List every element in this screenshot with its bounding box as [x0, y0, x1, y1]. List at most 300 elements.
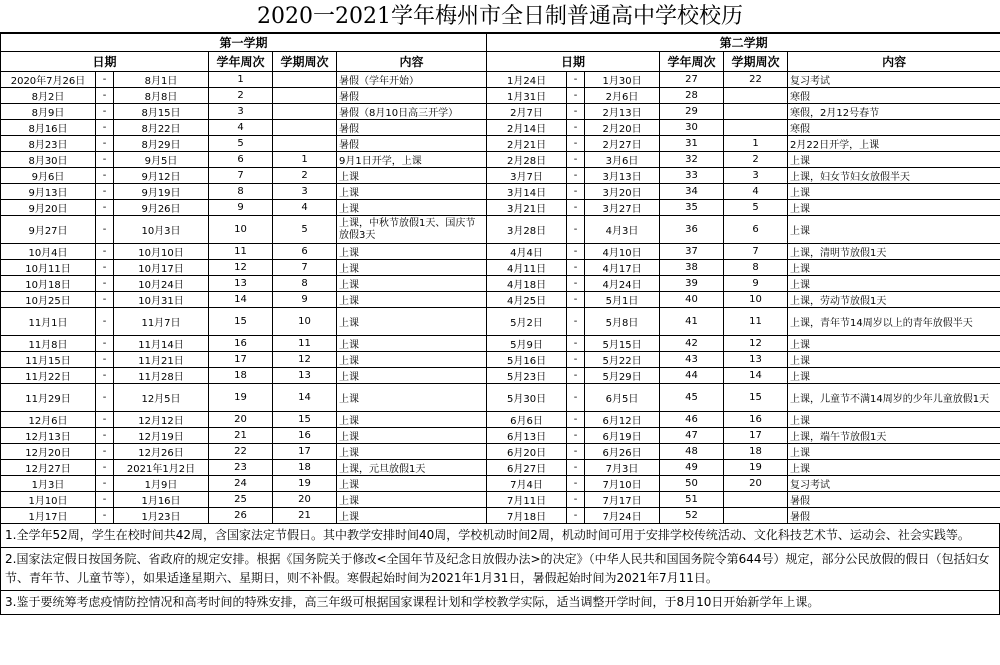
date-dash: - — [96, 136, 114, 152]
term-week-2: 17 — [724, 428, 788, 444]
content-1: 上课，元旦放假1天 — [337, 460, 487, 476]
school-week-1: 26 — [209, 508, 273, 524]
term-week-1: 6 — [273, 244, 337, 260]
notes-section — [0, 524, 1000, 615]
date-dash: - — [567, 428, 585, 444]
date-dash: - — [567, 152, 585, 168]
table-row — [1, 168, 1000, 184]
school-week-1: 7 — [209, 168, 273, 184]
term-week-1: 19 — [273, 476, 337, 492]
term-week-2: 12 — [724, 336, 788, 352]
school-week-2: 43 — [660, 352, 724, 368]
term-week-1 — [273, 136, 337, 152]
start-date-1: 1月10日 — [1, 492, 96, 508]
date-dash: - — [567, 508, 585, 524]
start-date-1: 10月25日 — [1, 292, 96, 308]
end-date-2: 3月6日 — [585, 152, 660, 168]
date-dash: - — [567, 276, 585, 292]
content-2: 上课，劳动节放假1天 — [788, 292, 1000, 308]
date-dash: - — [96, 428, 114, 444]
term-week-1: 4 — [273, 200, 337, 216]
term-week-1: 8 — [273, 276, 337, 292]
start-date-2: 5月23日 — [487, 368, 567, 384]
date-dash: - — [96, 492, 114, 508]
school-week-2: 29 — [660, 104, 724, 120]
end-date-1: 12月5日 — [114, 384, 209, 412]
table-row — [1, 508, 1000, 524]
term-week-1: 14 — [273, 384, 337, 412]
end-date-2: 3月27日 — [585, 200, 660, 216]
start-date-2: 3月28日 — [487, 216, 567, 244]
content-2: 上课 — [788, 336, 1000, 352]
end-date-1: 11月28日 — [114, 368, 209, 384]
school-week-1: 17 — [209, 352, 273, 368]
school-week-2: 44 — [660, 368, 724, 384]
term-week-1: 2 — [273, 168, 337, 184]
term-week-1: 9 — [273, 292, 337, 308]
end-date-2: 7月3日 — [585, 460, 660, 476]
date-dash: - — [567, 412, 585, 428]
school-week-2: 34 — [660, 184, 724, 200]
start-date-2: 7月18日 — [487, 508, 567, 524]
start-date-2: 2月14日 — [487, 120, 567, 136]
date-dash: - — [96, 476, 114, 492]
school-week-1: 11 — [209, 244, 273, 260]
table-row — [1, 260, 1000, 276]
school-week-1: 19 — [209, 384, 273, 412]
content-1: 暑假（学年开始） — [337, 72, 487, 88]
start-date-1: 11月8日 — [1, 336, 96, 352]
date-dash: - — [96, 120, 114, 136]
school-week-1: 6 — [209, 152, 273, 168]
start-date-2: 4月18日 — [487, 276, 567, 292]
start-date-2: 5月9日 — [487, 336, 567, 352]
start-date-2: 1月31日 — [487, 88, 567, 104]
content-1: 9月1日开学，上课 — [337, 152, 487, 168]
term-week-2: 6 — [724, 216, 788, 244]
start-date-2: 5月2日 — [487, 308, 567, 336]
term-week-2: 8 — [724, 260, 788, 276]
note-2: 2.国家法定假日按国务院、省政府的规定安排。根据《国务院关于修改<全国年节及纪念日放假办法>的决定》（中华人民共和国国务院令第644号）规定，部分公民放假的假日（包括妇女节、青年节、儿童节等），如果适逢星期六、星期日，则不补假。寒假起始时间为2021年1月31日，暑假起始时间为2021年7月11日。 — [1, 548, 999, 591]
content-1: 上课 — [337, 508, 487, 524]
term-week-2: 5 — [724, 200, 788, 216]
start-date-2: 2月7日 — [487, 104, 567, 120]
content-2: 上课 — [788, 216, 1000, 244]
term-week-1: 5 — [273, 216, 337, 244]
content-header: 内容 — [337, 52, 487, 72]
term-week-2 — [724, 88, 788, 104]
school-week-1: 20 — [209, 412, 273, 428]
term-week-2 — [724, 508, 788, 524]
school-week-2: 49 — [660, 460, 724, 476]
end-date-1: 10月10日 — [114, 244, 209, 260]
end-date-1: 12月12日 — [114, 412, 209, 428]
date-header: 日期 — [487, 52, 660, 72]
school-week-2: 41 — [660, 308, 724, 336]
end-date-1: 1月9日 — [114, 476, 209, 492]
start-date-1: 12月20日 — [1, 444, 96, 460]
start-date-2: 6月20日 — [487, 444, 567, 460]
term-week-2: 1 — [724, 136, 788, 152]
start-date-1: 9月13日 — [1, 184, 96, 200]
date-dash: - — [567, 244, 585, 260]
date-dash: - — [96, 260, 114, 276]
date-dash: - — [567, 476, 585, 492]
date-dash: - — [567, 368, 585, 384]
end-date-1: 8月1日 — [114, 72, 209, 88]
end-date-1: 1月23日 — [114, 508, 209, 524]
term-week-1: 17 — [273, 444, 337, 460]
note-3: 3.鉴于要统筹考虑疫情防控情况和高考时间的特殊安排，高三年级可根据国家课程计划和学校教学实际，适当调整开学时间，于8月10日开始新学年上课。 — [5, 595, 820, 609]
school-week-2: 47 — [660, 428, 724, 444]
content-1: 上课 — [337, 292, 487, 308]
content-1: 上课 — [337, 352, 487, 368]
note-1: 1.全学年52周，学生在校时间共42周，含国家法定节假日。其中教学安排时间40周，学校机动时间2周，机动时间可用于安排学校传统活动、文化科技艺术节、运动会、社会实践等。 — [1, 524, 999, 548]
school-week-2: 30 — [660, 120, 724, 136]
content-2: 上课 — [788, 352, 1000, 368]
end-date-2: 4月24日 — [585, 276, 660, 292]
school-week-2: 50 — [660, 476, 724, 492]
term-week-1: 11 — [273, 336, 337, 352]
term-week-1: 10 — [273, 308, 337, 336]
end-date-2: 7月24日 — [585, 508, 660, 524]
content-1: 上课 — [337, 336, 487, 352]
start-date-2: 2月21日 — [487, 136, 567, 152]
date-dash: - — [567, 260, 585, 276]
table-row — [1, 136, 1000, 152]
school-week-1: 18 — [209, 368, 273, 384]
content-1: 上课 — [337, 412, 487, 428]
term-week-1: 16 — [273, 428, 337, 444]
school-week-2: 51 — [660, 492, 724, 508]
start-date-1: 8月9日 — [1, 104, 96, 120]
content-2: 复习考试 — [788, 476, 1000, 492]
end-date-1: 11月14日 — [114, 336, 209, 352]
school-week-1: 16 — [209, 336, 273, 352]
school-week-2: 45 — [660, 384, 724, 412]
end-date-1: 1月16日 — [114, 492, 209, 508]
content-1: 上课 — [337, 368, 487, 384]
content-2: 上课 — [788, 260, 1000, 276]
table-row — [1, 352, 1000, 368]
content-1: 暑假 — [337, 136, 487, 152]
school-week-1: 15 — [209, 308, 273, 336]
start-date-1: 8月23日 — [1, 136, 96, 152]
content-2: 复习考试 — [788, 72, 1000, 88]
content-1: 上课 — [337, 428, 487, 444]
start-date-1: 9月27日 — [1, 216, 96, 244]
table-row — [1, 308, 1000, 336]
date-dash: - — [96, 200, 114, 216]
school-week-2: 38 — [660, 260, 724, 276]
table-row — [1, 444, 1000, 460]
page-title: 2020一2021学年梅州市全日制普通高中学校校历 — [0, 0, 1000, 33]
end-date-1: 9月12日 — [114, 168, 209, 184]
end-date-1: 12月19日 — [114, 428, 209, 444]
end-date-1: 10月24日 — [114, 276, 209, 292]
date-dash: - — [96, 88, 114, 104]
date-dash: - — [96, 460, 114, 476]
end-date-2: 6月26日 — [585, 444, 660, 460]
table-row — [1, 184, 1000, 200]
school-week-1: 5 — [209, 136, 273, 152]
start-date-1: 9月6日 — [1, 168, 96, 184]
date-dash: - — [567, 104, 585, 120]
date-dash: - — [96, 168, 114, 184]
date-dash: - — [96, 184, 114, 200]
date-dash: - — [96, 308, 114, 336]
date-dash: - — [567, 460, 585, 476]
term-week-2: 18 — [724, 444, 788, 460]
content-2: 上课，妇女节妇女放假半天 — [788, 168, 1000, 184]
school-week-1: 8 — [209, 184, 273, 200]
end-date-1: 10月31日 — [114, 292, 209, 308]
term-week-2: 13 — [724, 352, 788, 368]
date-dash: - — [567, 184, 585, 200]
start-date-2: 3月7日 — [487, 168, 567, 184]
content-2: 寒假 — [788, 120, 1000, 136]
school-week-2: 39 — [660, 276, 724, 292]
start-date-1: 11月1日 — [1, 308, 96, 336]
content-2: 寒假 — [788, 88, 1000, 104]
content-2: 寒假，2月12号春节 — [788, 104, 1000, 120]
content-1: 上课 — [337, 476, 487, 492]
content-2: 上课 — [788, 368, 1000, 384]
school-week-1: 25 — [209, 492, 273, 508]
term-week-2: 19 — [724, 460, 788, 476]
content-1: 上课 — [337, 384, 487, 412]
term-week-1: 15 — [273, 412, 337, 428]
start-date-1: 8月16日 — [1, 120, 96, 136]
end-date-2: 1月30日 — [585, 72, 660, 88]
school-week-2: 27 — [660, 72, 724, 88]
school-week-2: 48 — [660, 444, 724, 460]
semester-1-header: 第一学期 — [1, 34, 487, 52]
end-date-1: 8月15日 — [114, 104, 209, 120]
term-week-2: 7 — [724, 244, 788, 260]
school-week-2: 28 — [660, 88, 724, 104]
end-date-2: 2月6日 — [585, 88, 660, 104]
end-date-2: 7月10日 — [585, 476, 660, 492]
end-date-1: 9月19日 — [114, 184, 209, 200]
end-date-1: 2021年1月2日 — [114, 460, 209, 476]
content-2: 暑假 — [788, 492, 1000, 508]
date-dash: - — [96, 384, 114, 412]
content-2: 暑假 — [788, 508, 1000, 524]
date-dash: - — [567, 120, 585, 136]
table-row — [1, 72, 1000, 88]
start-date-2: 5月30日 — [487, 384, 567, 412]
school-week-2: 52 — [660, 508, 724, 524]
start-date-2: 6月13日 — [487, 428, 567, 444]
term-week-2: 11 — [724, 308, 788, 336]
term-week-header: 学期周次 — [724, 52, 788, 72]
content-2: 上课 — [788, 460, 1000, 476]
content-2: 上课 — [788, 444, 1000, 460]
date-dash: - — [567, 200, 585, 216]
start-date-1: 11月29日 — [1, 384, 96, 412]
end-date-2: 2月20日 — [585, 120, 660, 136]
start-date-1: 1月17日 — [1, 508, 96, 524]
term-week-1 — [273, 104, 337, 120]
term-week-1: 13 — [273, 368, 337, 384]
term-week-2: 14 — [724, 368, 788, 384]
term-week-2 — [724, 120, 788, 136]
term-week-2: 3 — [724, 168, 788, 184]
end-date-1: 8月29日 — [114, 136, 209, 152]
date-dash: - — [96, 368, 114, 384]
content-2: 上课 — [788, 184, 1000, 200]
school-week-1: 13 — [209, 276, 273, 292]
start-date-2: 1月24日 — [487, 72, 567, 88]
end-date-2: 5月15日 — [585, 336, 660, 352]
school-week-2: 37 — [660, 244, 724, 260]
content-2: 上课，儿童节不满14周岁的少年儿童放假1天 — [788, 384, 1000, 412]
school-week-1: 22 — [209, 444, 273, 460]
date-dash: - — [567, 88, 585, 104]
school-week-2: 31 — [660, 136, 724, 152]
date-dash: - — [96, 216, 114, 244]
date-dash: - — [567, 72, 585, 88]
end-date-2: 3月13日 — [585, 168, 660, 184]
start-date-1: 8月30日 — [1, 152, 96, 168]
content-2: 上课 — [788, 152, 1000, 168]
content-1: 上课 — [337, 492, 487, 508]
term-week-1 — [273, 88, 337, 104]
term-week-2: 22 — [724, 72, 788, 88]
date-dash: - — [96, 508, 114, 524]
content-1: 暑假（8月10日高三开学） — [337, 104, 487, 120]
date-header: 日期 — [1, 52, 209, 72]
end-date-2: 6月12日 — [585, 412, 660, 428]
table-row — [1, 476, 1000, 492]
table-row — [1, 88, 1000, 104]
table-row — [1, 120, 1000, 136]
end-date-1: 12月26日 — [114, 444, 209, 460]
end-date-2: 4月3日 — [585, 216, 660, 244]
term-week-1: 1 — [273, 152, 337, 168]
start-date-2: 6月6日 — [487, 412, 567, 428]
table-row — [1, 104, 1000, 120]
content-2: 2月22日开学，上课 — [788, 136, 1000, 152]
school-week-2: 32 — [660, 152, 724, 168]
end-date-2: 4月17日 — [585, 260, 660, 276]
end-date-1: 9月5日 — [114, 152, 209, 168]
term-week-2: 20 — [724, 476, 788, 492]
content-2: 上课，清明节放假1天 — [788, 244, 1000, 260]
school-week-2: 46 — [660, 412, 724, 428]
school-week-1: 3 — [209, 104, 273, 120]
end-date-1: 11月21日 — [114, 352, 209, 368]
start-date-1: 2020年7月26日 — [1, 72, 96, 88]
content-1: 上课 — [337, 168, 487, 184]
start-date-2: 4月25日 — [487, 292, 567, 308]
calendar-table — [0, 33, 1000, 524]
date-dash: - — [96, 72, 114, 88]
school-week-1: 12 — [209, 260, 273, 276]
school-week-1: 10 — [209, 216, 273, 244]
start-date-2: 3月21日 — [487, 200, 567, 216]
content-2: 上课，青年节14周岁以上的青年放假半天 — [788, 308, 1000, 336]
end-date-1: 11月7日 — [114, 308, 209, 336]
table-row — [1, 292, 1000, 308]
term-week-1: 3 — [273, 184, 337, 200]
content-1: 上课 — [337, 260, 487, 276]
date-dash: - — [96, 292, 114, 308]
date-dash: - — [96, 336, 114, 352]
table-row — [1, 412, 1000, 428]
end-date-2: 3月20日 — [585, 184, 660, 200]
end-date-1: 10月3日 — [114, 216, 209, 244]
date-dash: - — [567, 292, 585, 308]
end-date-2: 4月10日 — [585, 244, 660, 260]
school-week-1: 24 — [209, 476, 273, 492]
table-row — [1, 200, 1000, 216]
start-date-2: 7月11日 — [487, 492, 567, 508]
end-date-2: 2月27日 — [585, 136, 660, 152]
end-date-2: 5月22日 — [585, 352, 660, 368]
date-dash: - — [96, 244, 114, 260]
start-date-1: 12月27日 — [1, 460, 96, 476]
end-date-1: 9月26日 — [114, 200, 209, 216]
date-dash: - — [567, 308, 585, 336]
start-date-1: 1月3日 — [1, 476, 96, 492]
start-date-1: 10月4日 — [1, 244, 96, 260]
date-dash: - — [96, 152, 114, 168]
school-week-2: 40 — [660, 292, 724, 308]
date-dash: - — [567, 444, 585, 460]
start-date-1: 9月20日 — [1, 200, 96, 216]
date-dash: - — [96, 444, 114, 460]
term-week-header: 学期周次 — [273, 52, 337, 72]
content-1: 暑假 — [337, 88, 487, 104]
content-2: 上课 — [788, 200, 1000, 216]
term-week-2 — [724, 492, 788, 508]
start-date-1: 11月22日 — [1, 368, 96, 384]
school-week-2: 33 — [660, 168, 724, 184]
school-week-header: 学年周次 — [660, 52, 724, 72]
school-week-1: 4 — [209, 120, 273, 136]
start-date-1: 8月2日 — [1, 88, 96, 104]
start-date-2: 3月14日 — [487, 184, 567, 200]
start-date-2: 4月4日 — [487, 244, 567, 260]
date-dash: - — [96, 104, 114, 120]
end-date-2: 2月13日 — [585, 104, 660, 120]
content-1: 上课 — [337, 184, 487, 200]
content-1: 上课 — [337, 444, 487, 460]
content-2: 上课 — [788, 276, 1000, 292]
table-row — [1, 152, 1000, 168]
end-date-2: 6月5日 — [585, 384, 660, 412]
start-date-1: 12月6日 — [1, 412, 96, 428]
end-date-2: 5月1日 — [585, 292, 660, 308]
start-date-2: 6月27日 — [487, 460, 567, 476]
end-date-2: 6月19日 — [585, 428, 660, 444]
end-date-1: 8月22日 — [114, 120, 209, 136]
table-row — [1, 384, 1000, 412]
school-week-1: 14 — [209, 292, 273, 308]
end-date-2: 7月17日 — [585, 492, 660, 508]
term-week-1: 20 — [273, 492, 337, 508]
end-date-1: 8月8日 — [114, 88, 209, 104]
end-date-2: 5月29日 — [585, 368, 660, 384]
content-1: 上课，中秋节放假1天、国庆节放假3天 — [337, 216, 487, 244]
start-date-1: 11月15日 — [1, 352, 96, 368]
school-week-2: 42 — [660, 336, 724, 352]
start-date-2: 4月11日 — [487, 260, 567, 276]
date-dash: - — [96, 412, 114, 428]
start-date-2: 5月16日 — [487, 352, 567, 368]
